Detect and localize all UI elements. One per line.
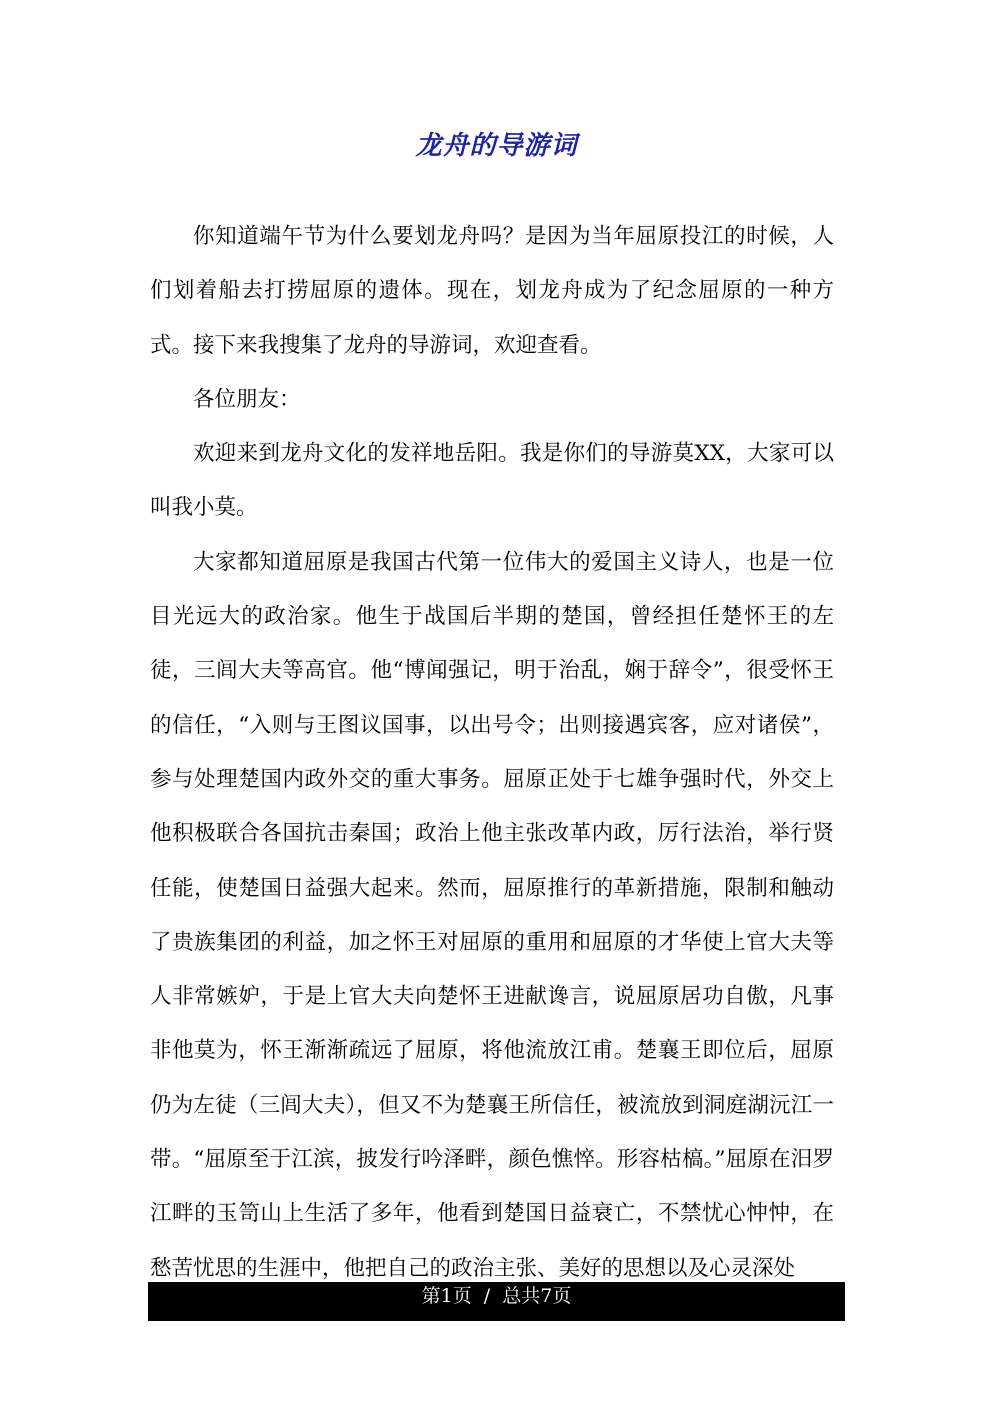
document-body [150,210,834,1296]
greeting-paragraph: 各位朋友： [193,386,301,412]
document-title: 龙舟的导游词 [415,131,578,161]
page-number-label: 第1页 / 总共7页 [421,1285,572,1307]
intro-paragraph: 你知道端午节为什么要划龙舟吗？是因为当年屈原投江的时候，人们划着船去打捞屈原的遗体。现在，划龙舟成为了纪念屈原的一种方式。接下来我搜集了龙舟的导游词，欢迎查看。 [150,224,834,358]
welcome-paragraph: 欢迎来到龙舟文化的发祥地岳阳。我是你们的导游莫XX，大家可以叫我小莫。 [150,441,834,521]
page-footer [148,1282,845,1321]
history-paragraph: 大家都知道屈原是我国古代第一位伟大的爱国主义诗人，也是一位目光远大的政治家。他生于战国后半期的楚国，曾经担任楚怀王的左徒，三闾大夫等高官。他“博闻强记，明于治乱，娴于辞令”，很受怀王的信任，“入则与王图议国事，以出号令；出则接遇宾客，应对诸侯”，参与处理楚国内政外交的重大事务。屈原正处于七雄争强时代，外交上他积极联合各国抗击秦国；政治上他主张改革内政，厉行法治，举行贤任能，使楚国日益强大起来。然而，屈原推行的革新措施，限制和触动了贵族集团的利益，加之怀王对屈原的重用和屈原的才华使上官大夫等人非常嫉妒，于是上官大夫向楚怀王进献谗言，说屈原居功自傲，凡事非他莫为，怀王渐渐疏远了屈原，将他流放江甫。楚襄王即位后，屈原仍为左徒（三闾大夫），但又不为楚襄王所信任，被流放到洞庭湖沅江一带。“屈原至于江滨，披发行吟泽畔，颜色憔悴。形容枯槁。”屈原在汨罗江畔的玉笥山上生活了多年，他看到楚国日益衰亡，不禁忧心忡忡，在愁苦忧思的生涯中，他把自己的政治主张、美好的思想以及心灵深处 [150,549,834,1281]
